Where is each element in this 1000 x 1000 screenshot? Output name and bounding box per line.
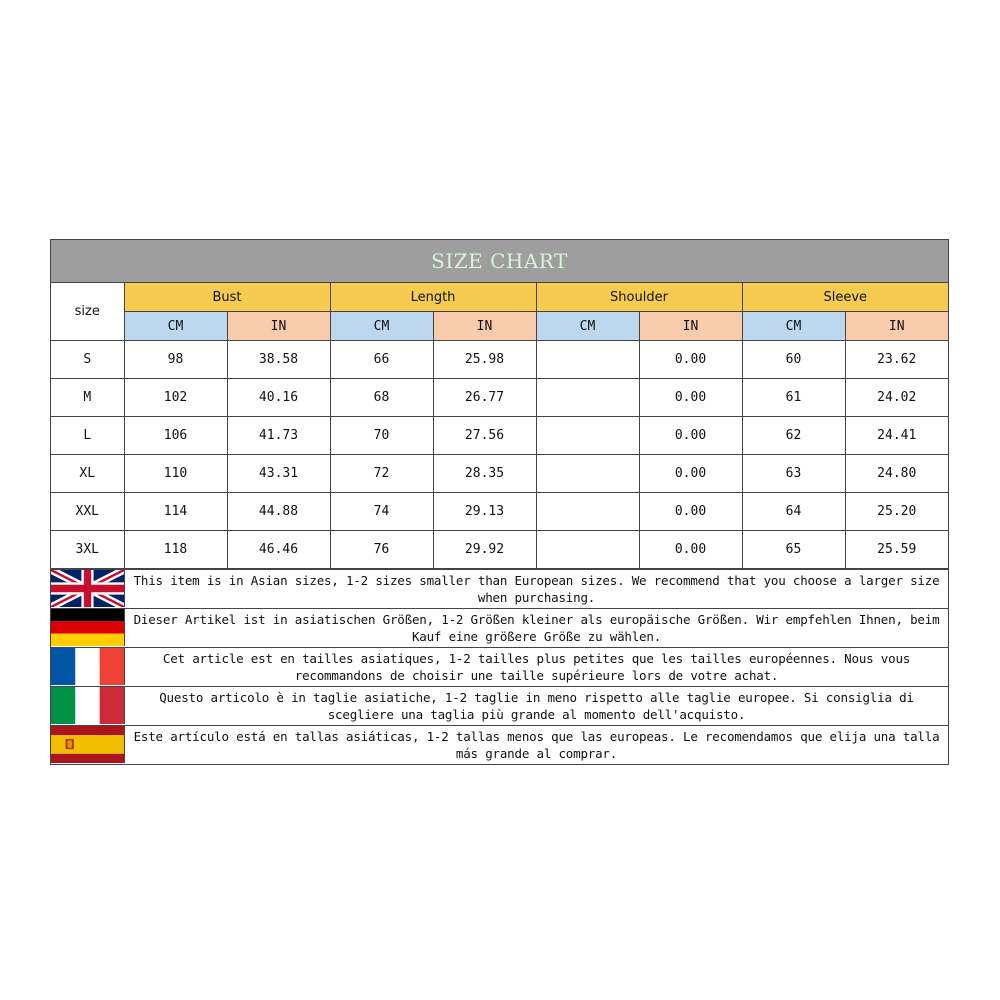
- note-row-english: [51, 569, 948, 608]
- table-cell: 25.59: [845, 531, 948, 569]
- unit-header: CM: [536, 312, 639, 341]
- unit-header: IN: [433, 312, 536, 341]
- table-cell: 74: [330, 493, 433, 531]
- table-cell: 43.31: [227, 455, 330, 493]
- unit-header: IN: [639, 312, 742, 341]
- note-text-german: Dieser Artikel ist in asiatischen Größen, 1-2 Größen kleiner als europäische Größen. Wir empfehlen Ihnen, beim Kauf eine größere Größe zu wählen.: [133, 612, 940, 644]
- size-cell: XL: [51, 455, 124, 493]
- table-cell: [536, 341, 639, 379]
- table-cell: 0.00: [639, 531, 742, 569]
- table-cell: 76: [330, 531, 433, 569]
- size-cell: XXL: [51, 493, 124, 531]
- table-cell: 72: [330, 455, 433, 493]
- uk-flag-icon: [51, 570, 125, 607]
- table-cell: 118: [124, 531, 227, 569]
- size-cell: S: [51, 341, 124, 379]
- table-cell: 106: [124, 417, 227, 455]
- table-cell: 64: [742, 493, 845, 531]
- france-flag-icon: [51, 648, 125, 685]
- unit-header: CM: [742, 312, 845, 341]
- table-cell: 0.00: [639, 341, 742, 379]
- table-cell: 38.58: [227, 341, 330, 379]
- table-row: [51, 455, 948, 493]
- group-header-shoulder: Shoulder: [536, 283, 742, 312]
- table-cell: 24.41: [845, 417, 948, 455]
- note-text-spanish: Este artículo está en tallas asiáticas, 1-2 tallas menos que las europeas. Le recomendamos que elija una talla más grande al comprar.: [133, 729, 940, 761]
- chart-title: SIZE CHART: [51, 240, 948, 283]
- unit-header: CM: [124, 312, 227, 341]
- table-cell: 66: [330, 341, 433, 379]
- group-header-bust: Bust: [124, 283, 330, 312]
- size-chart: [50, 239, 949, 765]
- table-row: [51, 379, 948, 417]
- table-cell: 110: [124, 455, 227, 493]
- table-cell: 114: [124, 493, 227, 531]
- unit-header: IN: [845, 312, 948, 341]
- table-cell: 24.02: [845, 379, 948, 417]
- note-text-french: Cet article est en tailles asiatiques, 1-2 tailles plus petites que les tailles européennes. Nous vous recommandons de choisir une taille supérieure lors de votre achat.: [162, 651, 911, 683]
- table-cell: 28.35: [433, 455, 536, 493]
- size-column-header: size: [51, 283, 124, 341]
- table-cell: 68: [330, 379, 433, 417]
- table-cell: 24.80: [845, 455, 948, 493]
- note-row-french: [51, 647, 948, 686]
- table-cell: 23.62: [845, 341, 948, 379]
- unit-header: IN: [227, 312, 330, 341]
- size-cell: M: [51, 379, 124, 417]
- table-row: [51, 341, 948, 379]
- note-text-italian: Questo articolo è in taglie asiatiche, 1-2 taglie in meno rispetto alle taglie europee. Si consiglia di scegliere una taglia più grande al momento dell'acquisto.: [159, 690, 914, 722]
- table-cell: 62: [742, 417, 845, 455]
- table-cell: 98: [124, 341, 227, 379]
- table-cell: 102: [124, 379, 227, 417]
- table-cell: [536, 417, 639, 455]
- table-cell: 65: [742, 531, 845, 569]
- note-text-english: This item is in Asian sizes, 1-2 sizes smaller than European sizes. We recommend that you choose a larger size when purchasing.: [133, 573, 940, 605]
- group-header-sleeve: Sleeve: [742, 283, 948, 312]
- germany-flag-icon: [51, 609, 125, 646]
- table-cell: 25.98: [433, 341, 536, 379]
- table-row: [51, 531, 948, 569]
- table-cell: 44.88: [227, 493, 330, 531]
- unit-header: CM: [330, 312, 433, 341]
- italy-flag-icon: [51, 687, 125, 724]
- table-cell: 63: [742, 455, 845, 493]
- table-cell: 0.00: [639, 493, 742, 531]
- size-cell: L: [51, 417, 124, 455]
- table-cell: 27.56: [433, 417, 536, 455]
- table-cell: [536, 493, 639, 531]
- table-cell: [536, 379, 639, 417]
- table-row: [51, 493, 948, 531]
- table-cell: 0.00: [639, 455, 742, 493]
- size-table: [51, 283, 948, 569]
- table-cell: [536, 455, 639, 493]
- note-row-italian: [51, 686, 948, 725]
- table-cell: 70: [330, 417, 433, 455]
- table-cell: 40.16: [227, 379, 330, 417]
- table-cell: [536, 531, 639, 569]
- table-cell: 0.00: [639, 417, 742, 455]
- table-cell: 0.00: [639, 379, 742, 417]
- table-cell: 60: [742, 341, 845, 379]
- table-cell: 61: [742, 379, 845, 417]
- group-header-length: Length: [330, 283, 536, 312]
- size-cell: 3XL: [51, 531, 124, 569]
- table-cell: 46.46: [227, 531, 330, 569]
- note-row-german: [51, 608, 948, 647]
- table-row: [51, 417, 948, 455]
- table-cell: 41.73: [227, 417, 330, 455]
- table-cell: 26.77: [433, 379, 536, 417]
- note-row-spanish: [51, 725, 948, 764]
- spain-flag-icon: [51, 726, 125, 763]
- table-cell: 29.92: [433, 531, 536, 569]
- table-cell: 25.20: [845, 493, 948, 531]
- table-cell: 29.13: [433, 493, 536, 531]
